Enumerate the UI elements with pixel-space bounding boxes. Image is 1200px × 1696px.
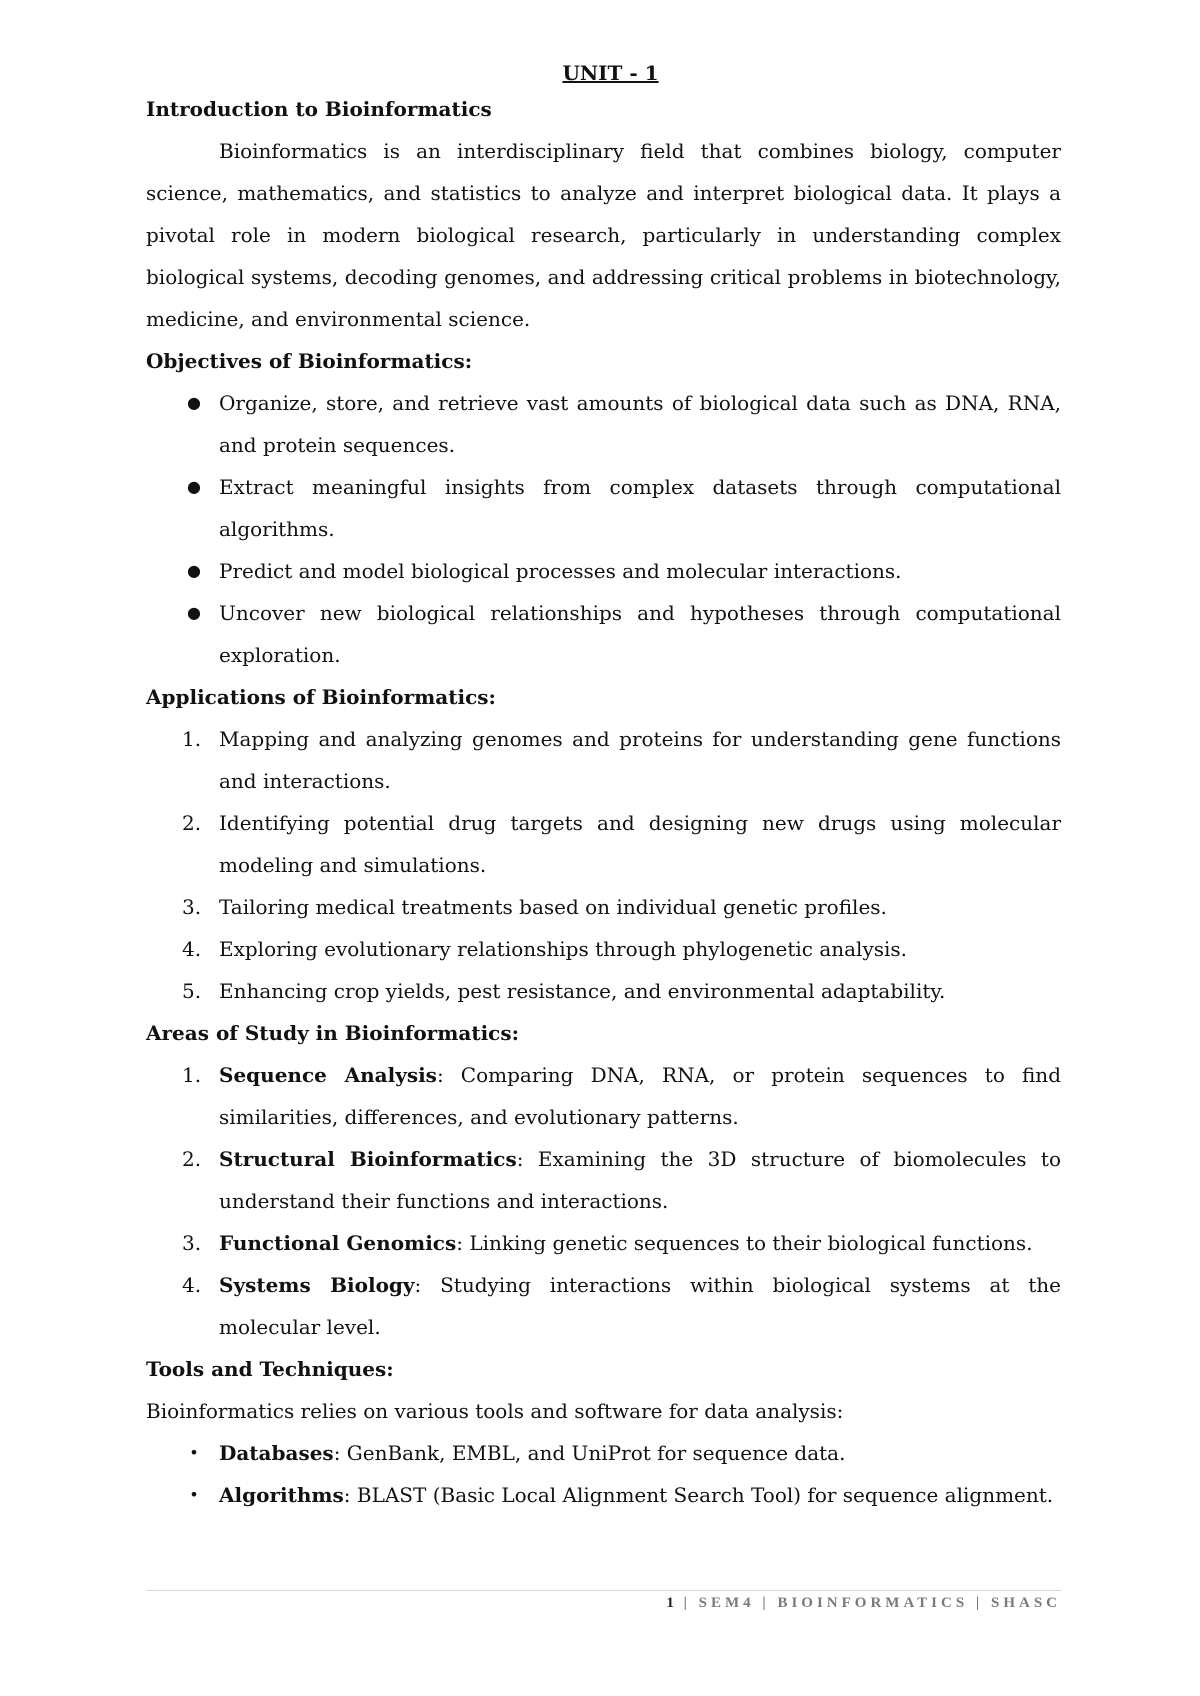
- term: Functional Genomics: [219, 1231, 457, 1255]
- term: Databases: [219, 1441, 334, 1465]
- term: Structural Bioinformatics: [219, 1147, 517, 1171]
- list-item: • Databases: GenBank, EMBL, and UniProt for sequence data.: [146, 1432, 1061, 1474]
- applications-heading: Applications of Bioinformatics:: [146, 685, 496, 709]
- bullet-icon: •: [189, 1485, 199, 1504]
- list-item: 3. Tailoring medical treatments based on individual genetic profiles.: [182, 895, 887, 919]
- footer-divider: [146, 1590, 1061, 1591]
- bullet-icon: ●: [187, 603, 201, 622]
- tools-list: [146, 1432, 1061, 1516]
- bullet-icon: ●: [187, 561, 201, 580]
- page-footer: [666, 1595, 1061, 1612]
- list-item: 2. Structural Bioinformatics: Examining the 3D structure of biomolecules to understand their functions and interactions.: [182, 1147, 1061, 1213]
- list-item: 1. Mapping and analyzing genomes and proteins for understanding gene functions and interactions.: [182, 727, 1061, 793]
- intro-heading: Introduction to Bioinformatics: [146, 97, 492, 121]
- tools-intro: Bioinformatics relies on various tools and software for data analysis:: [146, 1399, 844, 1423]
- term: Algorithms: [219, 1483, 344, 1507]
- list-item: 4. Exploring evolutionary relationships through phylogenetic analysis.: [182, 937, 908, 961]
- list-item: 3. Functional Genomics: Linking genetic sequences to their biological functions.: [182, 1231, 1033, 1255]
- list-item: ● Organize, store, and retrieve vast amounts of biological data such as DNA, RNA, and protein sequences.: [146, 382, 1061, 466]
- objectives-list: [146, 382, 1061, 676]
- bullet-icon: ●: [187, 393, 201, 412]
- bullet-icon: ●: [187, 477, 201, 496]
- page-number: 1: [666, 1595, 676, 1611]
- areas-list: [146, 1054, 1061, 1348]
- list-item: 2. Identifying potential drug targets and designing new drugs using molecular modeling and simulations.: [182, 811, 1061, 877]
- tools-heading: Tools and Techniques:: [146, 1357, 394, 1381]
- list-item: ● Predict and model biological processes and molecular interactions.: [146, 550, 1061, 592]
- list-item: • Algorithms: BLAST (Basic Local Alignment Search Tool) for sequence alignment.: [146, 1474, 1061, 1516]
- list-item: 4. Systems Biology: Studying interactions within biological systems at the molecular level.: [182, 1273, 1062, 1339]
- list-item: 5. Enhancing crop yields, pest resistance, and environmental adaptability.: [182, 979, 946, 1003]
- footer-text: | SEM4 | BIOINFORMATICS | SHASC: [683, 1595, 1061, 1611]
- list-item: 1. Sequence Analysis: Comparing DNA, RNA, or protein sequences to find similarities, differences, and evolutionary patterns.: [182, 1063, 1061, 1129]
- unit-title: UNIT - 1: [562, 61, 659, 85]
- areas-heading: Areas of Study in Bioinformatics:: [146, 1021, 519, 1045]
- term: Systems Biology: [219, 1273, 415, 1297]
- term: Sequence Analysis: [219, 1063, 437, 1087]
- objectives-heading: Objectives of Bioinformatics:: [146, 349, 473, 373]
- bullet-icon: •: [189, 1443, 199, 1462]
- list-item: ● Extract meaningful insights from complex datasets through computational algorithms.: [146, 466, 1061, 550]
- intro-paragraph: Bioinformatics is an interdisciplinary field that combines biology, computer science, mathematics, and statistics to analyze and interpret biological data. It plays a pivotal role in modern biological research, particularly in understanding complex biological systems, decoding genomes, and addressing critical problems in biotechnology, medicine, and environmental science.: [146, 139, 1061, 331]
- list-item: ● Uncover new biological relationships and hypotheses through computational exploration.: [146, 592, 1061, 676]
- applications-list: [146, 718, 1061, 1012]
- document-body: [146, 58, 1061, 1516]
